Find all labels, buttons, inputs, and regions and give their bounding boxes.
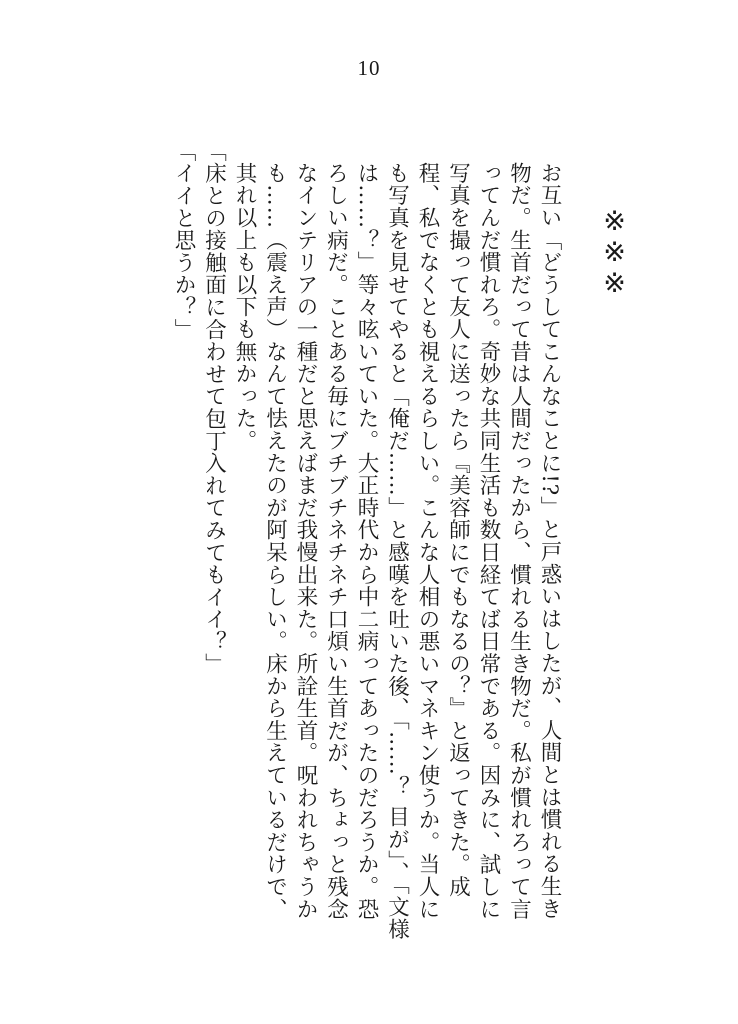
page-number: 10 <box>357 56 381 80</box>
section-break-heading: ※※※ <box>599 206 630 299</box>
paragraph-dialogue-2: 「イイと思うか？」 <box>171 140 196 341</box>
paragraph-narration: お互い「どうしてこんなことに!?」と戸惑いはしたが、人間とは慣れる生き物だ。生首だって昔は人間だったから、慣れる生き物だ。私が慣れろって言ってんだ慣れろ。奇妙な共同生活も数日経てば日常である。因みに、試しに写真を撮って友人に送ったら『美容師にでもなるの？』と返ってきた。成程、私でなくとも視えるらしい。こんな人相の悪いマネキン使うか。当人にも写真を見せてやると「俺だ……」と感嘆を吐いた後、「……？ 目が」、「文様は……？」等々呟いていた。大正時代から中二病ってあったのだろうか。恐ろしい病だ。ことある毎にブチブチネチネチ口煩い生首だが、ちょっと残念なインテリアの一種だと思えばまだ我慢出来た。所詮生首。呪われちゃうかも……（震え声）なんて怯えたのが阿呆らしい。床から生えているだけで、其れ以上も以下も無かった。 <box>232 161 562 940</box>
paragraph-dialogue-1: 「床との接触面に合わせて包丁入れてみてもイイ？」 <box>201 140 227 676</box>
body-text <box>130 140 564 940</box>
